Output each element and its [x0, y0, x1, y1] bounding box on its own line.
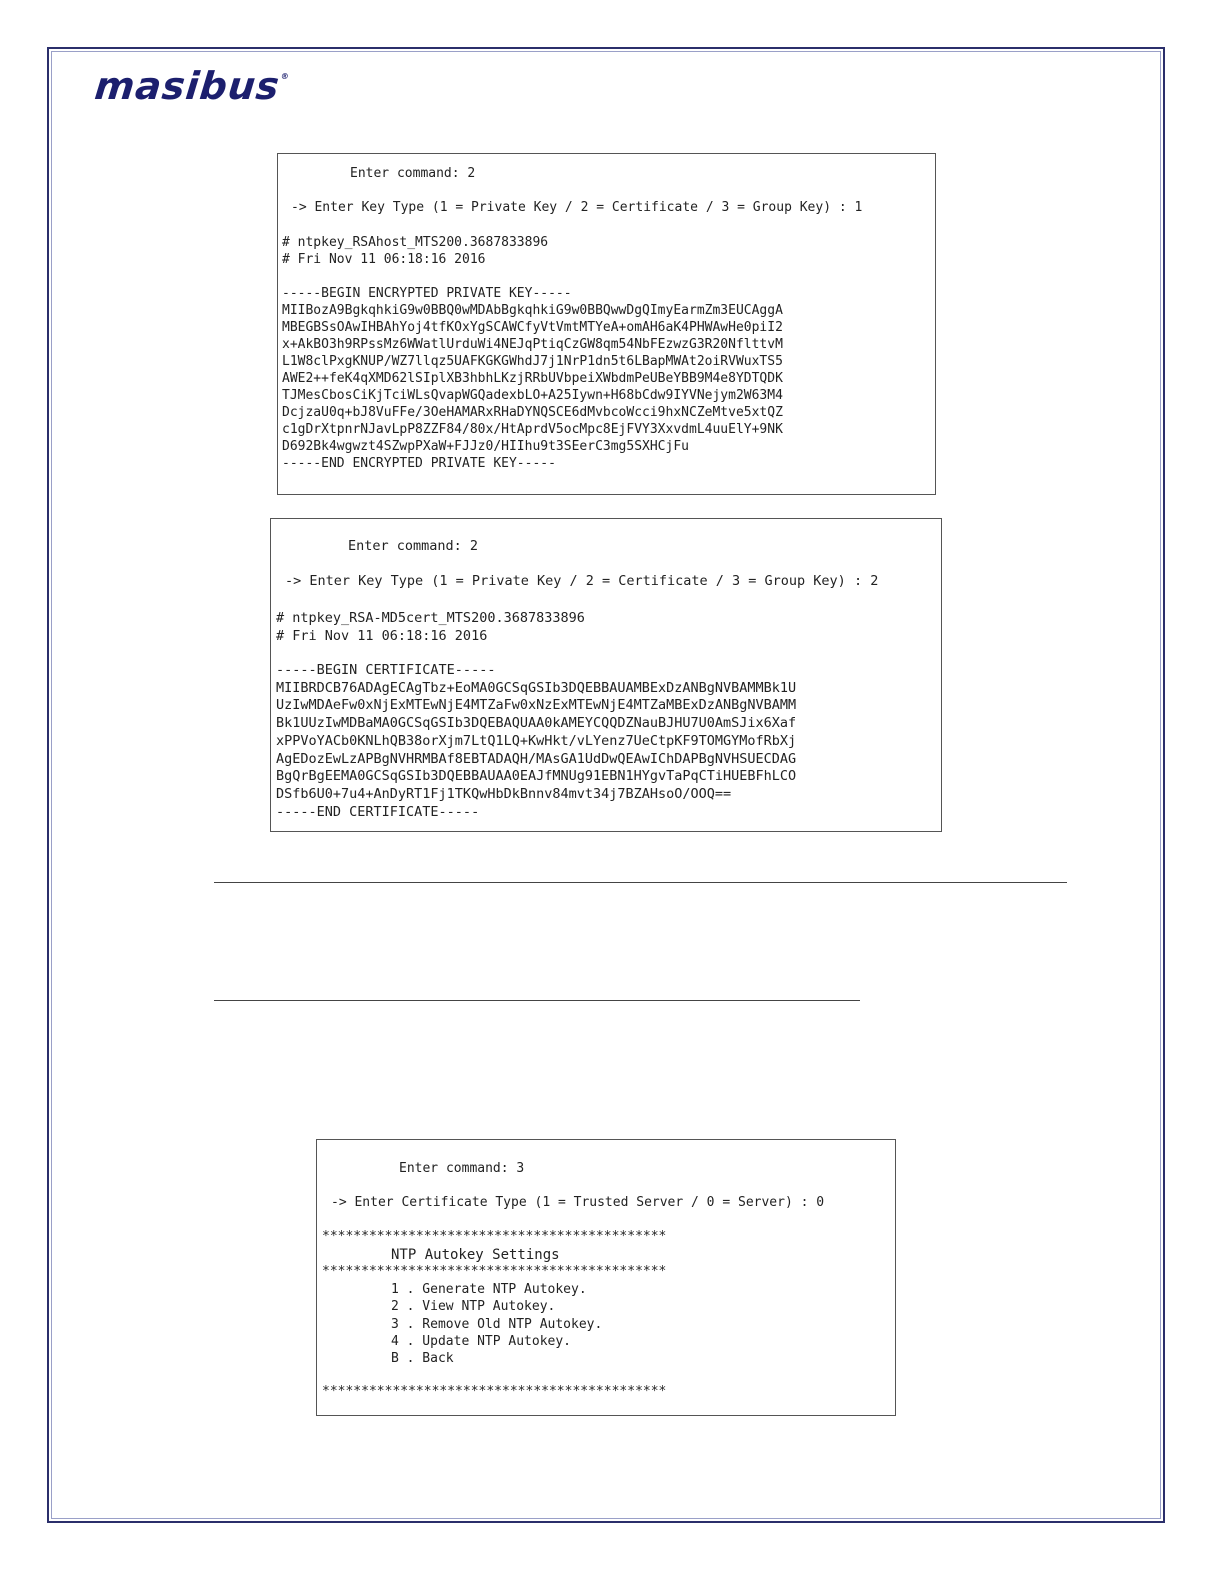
key-line: DcjzaU0q+bJ8VuFFe/3OeHAMARxRHaDYNQSCE6dMvbcoWcci9hxNCZeMtve5xtQZ [282, 405, 783, 420]
logo-text: masibus [92, 64, 283, 108]
cert-line: MIIBRDCB76ADAgECAgTbz+EoMA0GCSqGSIb3DQEBBAUAMBExDzANBgNVBAMMBk1U [276, 679, 797, 696]
menu-item-generate: 1 . Generate NTP Autokey. [391, 1282, 587, 1297]
separator-line: ******************************************** [322, 1229, 667, 1244]
command-line: Enter command: 3 [399, 1161, 525, 1176]
masibus-logo [93, 64, 291, 108]
cert-line: BgQrBgEEMA0GCSqGSIb3DQEBBAUAA0EAJfMNUg91EBN1HYgvTaPqCTiHUEBFhLCO [276, 768, 797, 785]
key-line: x+AkBO3h9RPssMz6WWatlUrduWi4NEJqPtiqCzGW8qm54NbFEzwzG3R20NflttvM [282, 337, 783, 352]
key-line: TJMesCbosCiKjTciWLsQvapWGQadexbLO+A25Iywn+H68bCdw9IYVNejym2W63M4 [282, 388, 783, 403]
autokey-menu [391, 1281, 602, 1367]
private-key-terminal-panel [277, 153, 936, 495]
registered-mark: ® [280, 72, 291, 81]
key-line: c1gDrXtpnrNJavLpP8ZZF84/80x/HtAprdV5ocMpc8EjFVY3XxvdmL4uuElY+9NK [282, 422, 783, 437]
menu-title: NTP Autokey Settings [391, 1247, 560, 1263]
cert-line: -----END CERTIFICATE----- [276, 803, 480, 820]
key-type-prompt: -> Enter Key Type (1 = Private Key / 2 = Certificate / 3 = Group Key) : 2 [285, 573, 879, 589]
key-line: -----END ENCRYPTED PRIVATE KEY----- [282, 456, 556, 471]
cert-file-header [276, 609, 585, 645]
cert-line: -----BEGIN CERTIFICATE----- [276, 662, 496, 678]
key-file-name: # ntpkey_RSAhost_MTS200.3687833896 [282, 235, 549, 250]
key-line: L1W8clPxgKNUP/WZ7llqz5UAFKGKGWhdJ7j1NrP1dn5t6LBapMWAt2oiRVWuxTS5 [282, 354, 783, 369]
cert-line: AgEDozEwLzAPBgNVHRMBAf8EBTADAQH/MAsGA1UdDwQEAwIChDAPBgNVHSUECDAG [276, 750, 797, 767]
autokey-menu-terminal-panel [316, 1139, 896, 1416]
key-file-date: # Fri Nov 11 06:18:16 2016 [282, 252, 486, 267]
certificate-type-prompt: -> Enter Certificate Type (1 = Trusted Server / 0 = Server) : 0 [331, 1195, 825, 1210]
key-line: MIIBozA9BgkqhkiG9w0BBQ0wMDAbBgkqhkiG9w0BBQwwDgQImyEarmZm3EUCAggA [282, 303, 783, 318]
key-line: D692Bk4wgwzt4SZwpPXaW+FJJz0/HIIhu9t3SEerC3mg5SXHCjFu [282, 439, 689, 454]
menu-item-view: 2 . View NTP Autokey. [391, 1299, 556, 1315]
command-line: Enter command: 2 [348, 538, 479, 554]
key-type-prompt: -> Enter Key Type (1 = Private Key / 2 = Certificate / 3 = Group Key) : 1 [291, 200, 863, 215]
certificate-block [276, 662, 796, 821]
private-key-block [282, 285, 783, 472]
command-line: Enter command: 2 [350, 166, 476, 181]
separator-line: ******************************************** [322, 1264, 667, 1279]
cert-file-date: # Fri Nov 11 06:18:16 2016 [276, 628, 488, 644]
key-file-header [282, 234, 548, 268]
section-divider [214, 1000, 860, 1001]
key-line: MBEGBSsOAwIHBAhYoj4tfKOxYgSCAWCfyVtVmtMTYeA+omAH6aK4PHWAwHe0piI2 [282, 320, 783, 335]
cert-line: Bk1UUzIwMDBaMA0GCSqGSIb3DQEBAQUAA0kAMEYCQQDZNauBJHU7U0AmSJix6Xaf [276, 715, 797, 732]
menu-item-back: B . Back [391, 1351, 454, 1367]
certificate-terminal-panel [270, 518, 942, 832]
cert-line: UzIwMDAeFw0xNjExMTEwNjE4MTZaFw0xNzExMTEwNjE4MTZaMBExDzANBgNVBAMM [276, 697, 797, 714]
section-divider [214, 882, 1067, 883]
cert-line: xPPVoYACb0KNLhQB38orXjm7LtQ1LQ+KwHkt/vLYenz7UeCtpKF9TOMGYMofRbXj [276, 732, 797, 749]
cert-line: DSfb6U0+7u4+AnDyRT1Fj1TKQwHbDkBnnv84mvt34j7BZAHsoO/OOQ== [276, 785, 732, 802]
key-line: -----BEGIN ENCRYPTED PRIVATE KEY----- [282, 286, 572, 301]
cert-file-name: # ntpkey_RSA-MD5cert_MTS200.3687833896 [276, 610, 585, 626]
menu-item-remove: 3 . Remove Old NTP Autokey. [391, 1316, 603, 1332]
key-line: AWE2++feK4qXMD62lSIplXB3hbhLKzjRRbUVbpeiXWbdmPeUBeYBB9M4e8YDTQDK [282, 371, 783, 386]
menu-item-update: 4 . Update NTP Autokey. [391, 1333, 572, 1349]
separator-line: ******************************************** [322, 1384, 667, 1399]
